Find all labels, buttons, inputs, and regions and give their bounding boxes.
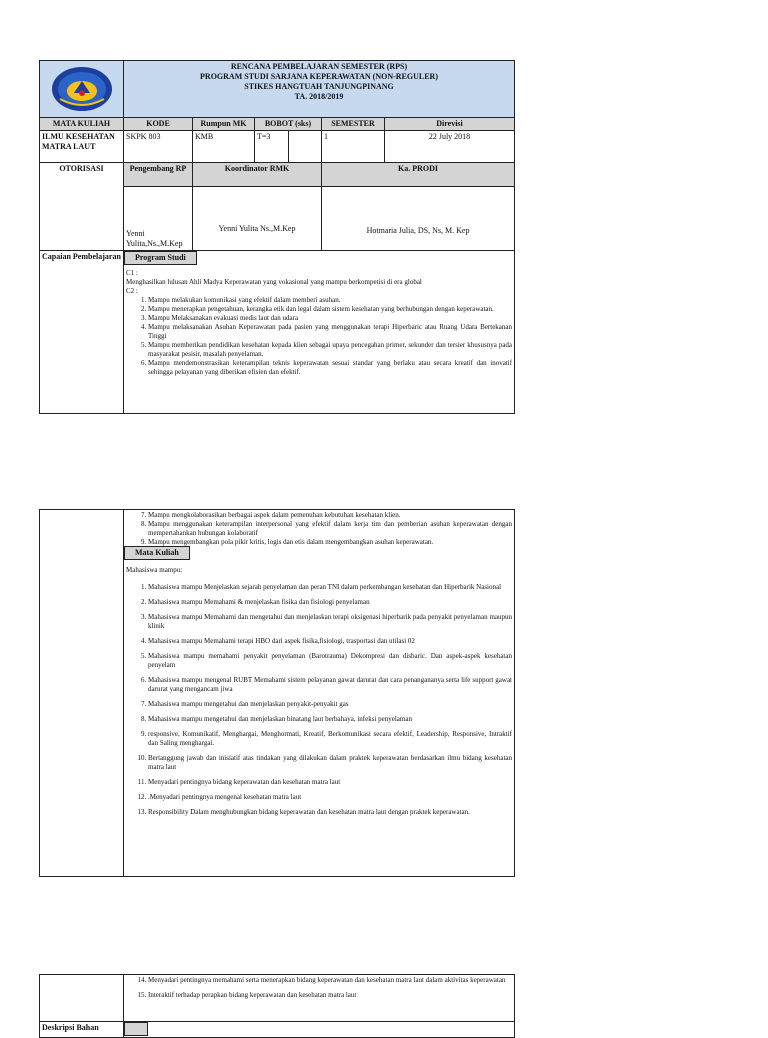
c2-list-continued [126,511,512,547]
course-kode: SKPK 803 [124,131,193,163]
list-item: 5. Mampu memberikan pendidikan kesehatan kepada klien sebagai upaya pencegahan primer, sekunder dan tersier khususnya pada masyarakat pesisir, masalah penyelaman. [148,341,512,359]
list-item: 1. Mampu melakukan komunikasi yang efektif dalam memberi asuhan. [148,296,512,305]
list-item: 3. Mampu Melaksanakan evakuasi medis laut dan udara [148,314,512,323]
mata-kuliah-list-continued [126,976,512,1000]
col-rumpun: Rumpun MK [193,118,255,131]
pengembang-name: Yenni Yulita,Ns.,M.Kep [124,187,193,251]
course-bobot-extra [289,131,322,163]
col-semester: SEMESTER [322,118,385,131]
col-kode: KODE [124,118,193,131]
list-item: 5. Mahasiswa mampu memahami penyakit penyelaman (Barotrauma) Dekompresi dan disbaric. Dan aspek-aspek kesehatan penyelam [148,652,512,670]
list-item: 6. Mahasiswa mampu mengenal RUBT Memahami sistem pelayanan gawat darurat dan cara penangananya serta life support gawat darurat yang mengancam jiwa [148,676,512,694]
deskripsi-tag [124,1022,148,1036]
koordinator-label: Koordinator RMK [193,163,322,187]
col-bobot: BOBOT (sks) [255,118,322,131]
pengembang-label: Pengembang RP [124,163,193,187]
list-item: 7. Mampu mengkolaborasikan berbagai aspek dalam pemenuhan kebutuhan kesehatan klien. [148,511,512,520]
list-item: 9. Mampu mengembangkan pola pikir kritis, logis dan etis dalam mengembangkan asuhan keperawatan. [148,538,512,547]
list-item: 7. Mahasiswa mampu mengetahui dan menjelaskan penyakit-penyakit gas [148,700,512,709]
list-item: 3. Mahasiswa mampu Memahami dan mengetahui dan menjelaskan terapi oksigenasi hiperbarik pada penyakit penyelaman maupun klinik [148,613,512,631]
list-item: 14. Menyadari pentingnya memahami serta menerapkan bidang keperawatan dan kesehatan matra laut dalam aktivitas keperawatan [148,976,512,985]
list-item: 10. Bertanggung jawab dan inisiatif atas tindakan yang dilakukan dalam praktek keperawatan berdasarkan ilmu bidang kesehatan matra laut [148,754,512,772]
list-item: 13. Responsibility Dalam menghubungkan bidang keperawatan dan kesehatan matra laut dengan praktek keperawatan. [148,808,512,817]
rps-page-3 [39,974,514,1038]
c1-text: Menghasilkan lulusan Ahli Madya Keperawatan yang vokasional yang mampu berkompetisi di era global [126,278,422,286]
course-bobot: T=3 [255,131,289,163]
title-line-2: PROGRAM STUDI SARJANA KEPERAWATAN (NON-REGULER) [200,72,438,81]
list-item: 2. Mahasiswa mampu Memahami & menjelaskan fisika dan fisiologi penyelaman [148,598,512,607]
c2-list [126,296,512,377]
rps-page-2 [39,509,514,877]
list-item: 4. Mahasiswa mampu Memahami terapi HBO dari aspek fisika,fisiologi, trasportasi dan utilasi 02 [148,637,512,646]
col-mata-kuliah: MATA KULIAH [40,118,124,131]
list-item: 6. Mampu mendemonstrasikan keterampilan teknis keperawatan sesuai standar yang berlaku atau secara kreatif dan inovatif sehingga pelayanan yang diberikan efisien dan efektif. [148,359,512,377]
rps-continuation-table [39,509,515,877]
course-semester: 1 [322,131,385,163]
list-item: 11. Menyadari pentingnya bidang keperawatan dan kesehatan matra laut [148,778,512,787]
list-item: 8. Mahasiswa mampu mengetahui dan menjelaskan binatang laut berbahaya, infeksi penyelaman [148,715,512,724]
prodi-label: Ka. PRODI [322,163,515,187]
rps-header-table [39,60,515,414]
institution-logo-icon [50,65,114,113]
course-direvisi: 22 July 2018 [385,131,515,163]
mata-kuliah-intro: Mahasiswa mampu: [126,566,183,574]
rps-page3-table [39,974,515,1038]
title-line-1: RENCANA PEMBELAJARAN SEMESTER (RPS) [230,62,408,71]
list-item: 8. Mampu menggunakan keterampilan interpersonal yang efektif dalam kerja tim dan pemberian asuhan keperawatan dengan mempertahankan hubungan kolaboratif [148,520,512,538]
logo-cell [40,61,124,118]
mata-kuliah-list [126,583,512,817]
mata-kuliah-tag: Mata Kuliah [124,546,190,560]
rps-page-1 [39,60,514,414]
list-item: 15. Interaktif terhadap perapkan bidang keperawatan dan kesehatan matra laut [148,991,512,1000]
page3-content [124,975,515,1022]
course-rumpun: KMB [193,131,255,163]
left-blank-cell [40,510,124,877]
list-item: 9. responsive, Komunikatif, Menghargai, Menghormati, Kreatif, Berkomunikasi secara efektif, Leadership, Responsive, Intraktif dan Saling menghargai. [148,730,512,748]
program-studi-tag: Program Studi [124,251,197,265]
document-title [124,61,515,118]
prodi-name: Hotmaria Julia, DS, Ns, M. Kep [322,187,515,251]
capaian-label: Capaian Pembelajaran [40,251,124,414]
list-item: 12. .Menyadari pentingnya mengenal kesehatan matra laut [148,793,512,802]
title-line-3: STIKES HANGTUAH TANJUNGPINANG [244,82,394,91]
c2-label: C2 : [126,287,138,295]
otorisasi-label: OTORISASI [40,163,124,251]
left-blank-cell [40,975,124,1022]
c1-label: C1 : [126,269,138,277]
deskripsi-label: Deskripsi Bahan [40,1022,124,1038]
list-item: 2. Mampu menerapkan pengetahuan, kerangka etik dan legal dalam sistem kesehatan yang berhubungan dengan keperawatan. [148,305,512,314]
koordinator-name: Yenni Yulita Ns.,M.Kep [193,187,322,251]
capaian-content [124,251,515,414]
title-line-4: TA. 2018/2019 [294,92,344,101]
col-direvisi: Direvisi [385,118,515,131]
list-item: 1. Mahasiswa mampu Menjelaskan sejarah penyelaman dan peran TNI dalam perkembangan kesehatan dan Hiperbarik Nasional [148,583,512,592]
continuation-content [124,510,515,877]
course-name: ILMU KESEHATAN MATRA LAUT [40,131,124,163]
list-item: 4. Mampu melaksanakan Asuhan Keperawatan pada pasien yang menggunakan terapi Hiperbaric atau Ruang Udara Bertekanan Tinggi [148,323,512,341]
